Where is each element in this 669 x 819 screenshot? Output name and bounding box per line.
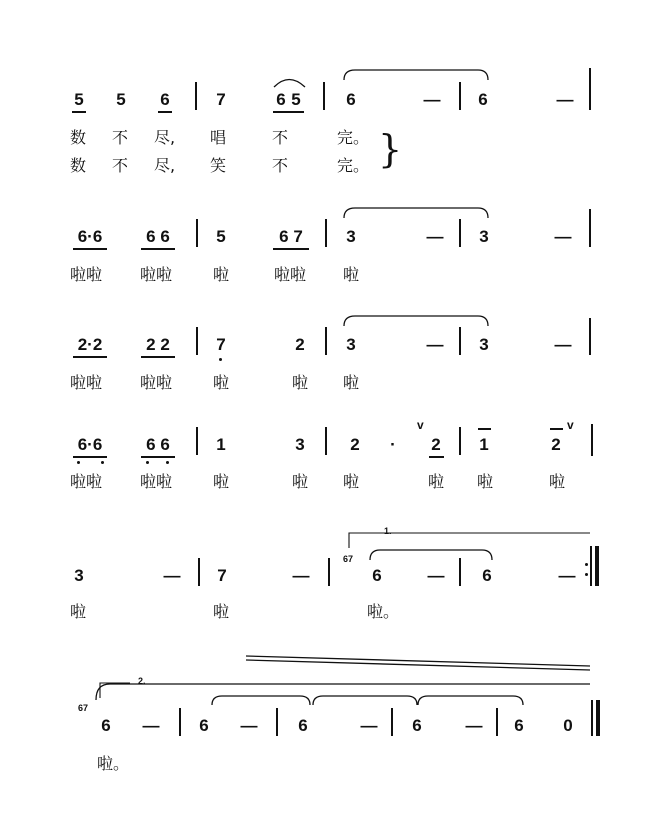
low-octave-dot (77, 461, 80, 464)
note: 7 (216, 335, 226, 354)
note: 5 (116, 90, 126, 109)
note: 6 (199, 716, 209, 735)
barline (496, 708, 498, 736)
barline (325, 427, 327, 455)
barline (195, 82, 197, 110)
lyric: 啦 (292, 373, 309, 392)
barline (196, 427, 198, 455)
note: 2 2 (146, 335, 170, 354)
note: 5 (216, 227, 226, 246)
lyric: 啦 (70, 602, 87, 621)
note: 1 (479, 435, 489, 454)
second-ending-label: 2. (138, 676, 146, 686)
second-ending-bracket (100, 683, 130, 698)
rest: 0 (563, 716, 573, 735)
underline (73, 356, 107, 358)
note: 6·6 (77, 227, 103, 246)
low-octave-dot (166, 461, 169, 464)
repeat-barline (590, 546, 592, 586)
note: 6 (101, 716, 111, 735)
note: 3 (479, 335, 489, 354)
lyric: 数 (70, 128, 87, 147)
grace-notes: 67 (78, 703, 89, 713)
repeat-dot (585, 573, 588, 576)
underline (158, 111, 172, 113)
tie (418, 696, 523, 705)
barline (323, 82, 325, 110)
breath-mark: v (567, 418, 574, 432)
note: 6 (412, 716, 422, 735)
lyric: 啦 (477, 472, 494, 491)
note: 6 6 (146, 435, 170, 454)
lyric: 不 (272, 156, 289, 175)
note: 3 (346, 335, 356, 354)
lyric: 啦。 (367, 602, 400, 621)
note: 5 (291, 90, 301, 109)
lyric: 啦 (292, 472, 309, 491)
note: 6 (372, 566, 382, 585)
lyric: 啦。 (97, 754, 130, 773)
lyric: 尽, (154, 156, 176, 175)
slur (274, 80, 305, 88)
note: 6 (298, 716, 308, 735)
note: 6 (276, 90, 286, 109)
overline (478, 428, 491, 430)
repeat-barline-thick (595, 546, 599, 586)
barline (325, 327, 327, 355)
barline (179, 708, 181, 736)
tie (344, 208, 488, 218)
note: 6 7 (279, 227, 303, 246)
low-octave-dot (219, 358, 222, 361)
low-octave-dot (146, 461, 149, 464)
lyric: 啦啦 (140, 472, 173, 491)
note: 2 (431, 435, 441, 454)
dash: — (240, 716, 258, 735)
final-barline-thick (596, 700, 600, 736)
note: 6 (346, 90, 356, 109)
lyric: 啦 (428, 472, 445, 491)
tie (246, 656, 590, 666)
lyric: 唱 (210, 128, 227, 147)
lyric: 不 (112, 156, 129, 175)
lyric: 不 (112, 128, 129, 147)
lyric: 啦啦 (70, 265, 103, 284)
note: 2 (350, 435, 360, 454)
tie (344, 316, 488, 326)
grace-notes: 67 (343, 554, 354, 564)
lyric: 啦啦 (140, 265, 173, 284)
barline (589, 318, 591, 355)
barline (459, 558, 461, 586)
lyric: 啦 (213, 472, 230, 491)
barline (325, 219, 327, 247)
dash: — (142, 716, 160, 735)
lyric: 笑 (210, 156, 227, 175)
dash: — (554, 227, 572, 246)
note: 6·6 (77, 435, 103, 454)
tie (212, 696, 310, 705)
tie (313, 696, 417, 705)
note: 1 (216, 435, 226, 454)
lyric: 啦 (343, 373, 360, 392)
note: 6 (514, 716, 524, 735)
lyric: 啦 (213, 373, 230, 392)
breath-mark: v (417, 418, 424, 432)
lyric: 啦啦 (140, 373, 173, 392)
dash: — (426, 227, 444, 246)
dot-extension: · (390, 435, 396, 454)
note: 3 (479, 227, 489, 246)
lyric: 啦 (213, 602, 230, 621)
underline (273, 248, 309, 250)
lyric: 啦啦 (274, 265, 307, 284)
low-octave-dot (101, 461, 104, 464)
dash: — (360, 716, 378, 735)
barline (591, 424, 593, 456)
barline (276, 708, 278, 736)
barline (196, 219, 198, 247)
tie (344, 70, 488, 80)
lyric: 啦 (343, 472, 360, 491)
lyric: 啦 (343, 265, 360, 284)
lyric: 完。 (337, 156, 370, 175)
note: 7 (217, 566, 227, 585)
dash: — (554, 335, 572, 354)
lyric: 啦 (549, 472, 566, 491)
note: 3 (295, 435, 305, 454)
barline (328, 558, 330, 586)
lyric: 尽, (154, 128, 176, 147)
barline (196, 327, 198, 355)
lyric: 啦啦 (70, 472, 103, 491)
lyric: 完。 (337, 128, 370, 147)
barline (589, 68, 591, 110)
note: 6 (160, 90, 170, 109)
dash: — (558, 566, 576, 585)
underline (141, 456, 175, 458)
dash: — (426, 335, 444, 354)
barline (459, 219, 461, 247)
underline (273, 111, 304, 113)
underline (72, 111, 86, 113)
barline (459, 327, 461, 355)
final-barline (591, 700, 593, 736)
underline (73, 248, 107, 250)
barline (391, 708, 393, 736)
lyric: 数 (70, 156, 87, 175)
underline (429, 456, 444, 458)
overline (550, 428, 563, 430)
underline (141, 248, 175, 250)
underline (141, 356, 175, 358)
note: 2 (295, 335, 305, 354)
underline (73, 456, 107, 458)
tie (246, 660, 590, 670)
barline (459, 82, 461, 110)
note: 2 (551, 435, 561, 454)
repeat-dot (585, 563, 588, 566)
note: 3 (74, 566, 84, 585)
lyric: 啦啦 (70, 373, 103, 392)
dash: — (163, 566, 181, 585)
note: 2·2 (77, 335, 103, 354)
tie (370, 550, 492, 560)
verse-brace: } (378, 127, 403, 171)
note: 3 (346, 227, 356, 246)
dash: — (292, 566, 310, 585)
lyric: 啦 (213, 265, 230, 284)
lyric: 不 (272, 128, 289, 147)
note: 6 6 (146, 227, 170, 246)
note: 6 (482, 566, 492, 585)
note: 6 (478, 90, 488, 109)
dash: — (423, 90, 441, 109)
barline (198, 558, 200, 586)
dash: — (427, 566, 445, 585)
dash: — (465, 716, 483, 735)
barline (459, 427, 461, 455)
first-ending-label: 1. (384, 526, 392, 536)
note: 5 (74, 90, 84, 109)
barline (589, 209, 591, 247)
dash: — (556, 90, 574, 109)
tie (96, 684, 590, 700)
note: 7 (216, 90, 226, 109)
